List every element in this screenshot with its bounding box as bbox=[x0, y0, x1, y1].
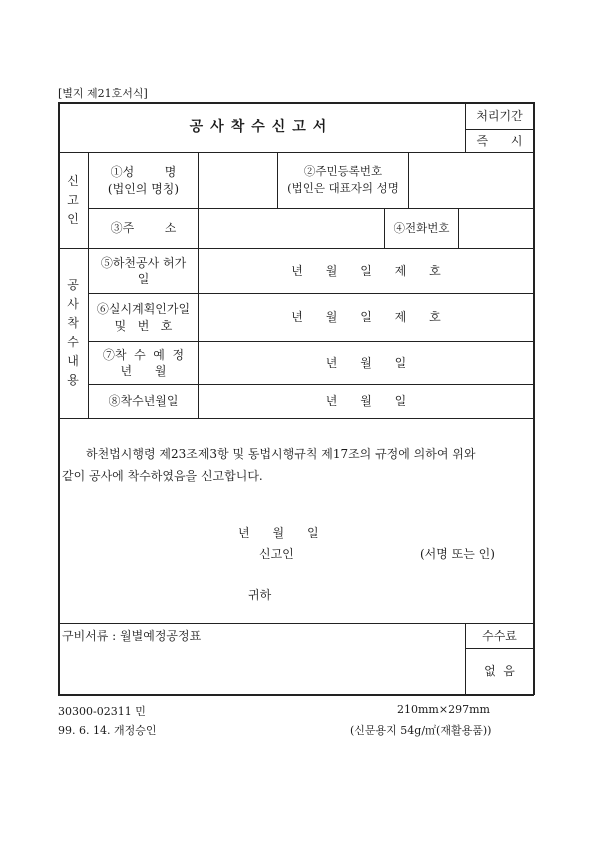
construction-content-group-label: 공 사 착 수 내 용 bbox=[67, 278, 79, 387]
address-field[interactable] bbox=[199, 209, 384, 248]
planned-start-value[interactable]: 년 월 일 bbox=[325, 355, 407, 370]
address-label: ③주 소 bbox=[110, 221, 177, 236]
processing-period-value: 즉 시 bbox=[476, 133, 523, 148]
resident-number-label: ②주민등록번호 (법인은 대표자의 성명 bbox=[287, 164, 399, 195]
phone-label: ④전화번호 bbox=[393, 220, 450, 235]
fee-value: 없 음 bbox=[484, 664, 515, 679]
start-date-label: ⑧착수년월일 bbox=[108, 394, 179, 409]
name-label: ①성 명 (법인의 명칭) bbox=[107, 165, 180, 196]
plan-approval-value[interactable]: 년 월 일 제 호 bbox=[291, 310, 441, 325]
paper-type: (신문용지 54g/㎡(재활용품)) bbox=[350, 724, 492, 737]
report-date[interactable]: 년 월 일 bbox=[238, 526, 319, 540]
plan-approval-label: ⑥실시계획인가일 및 번 호 bbox=[96, 302, 191, 333]
resident-number-field[interactable] bbox=[409, 153, 533, 208]
statement-text: 하천법시행령 제23조제3항 및 동법시행규칙 제17조의 규정에 의하여 위와 같이 공사에 착수하였음을 신고합니다. bbox=[62, 447, 476, 483]
processing-period-label: 처리기간 bbox=[476, 108, 523, 123]
form-number: 30300-02311 민 bbox=[58, 705, 146, 718]
approval-date: 99. 6. 14. 개정승인 bbox=[58, 724, 157, 737]
start-date-value[interactable]: 년 월 일 bbox=[325, 394, 407, 409]
applicant-group-label: 신 고 인 bbox=[67, 173, 79, 226]
signature-placeholder[interactable]: (서명 또는 인) bbox=[420, 547, 495, 561]
planned-start-label: ⑦착 수 예 정 년 월 bbox=[102, 347, 185, 378]
fee-label: 수수료 bbox=[482, 628, 517, 643]
name-field[interactable] bbox=[199, 153, 277, 208]
recipient-label: 귀하 bbox=[248, 588, 272, 602]
phone-field[interactable] bbox=[459, 209, 533, 248]
paper-size: 210mm×297mm bbox=[397, 703, 490, 716]
form-code: [별지 제21호서식] bbox=[58, 87, 148, 100]
permit-date-label: ⑤하천공사 허가 일 bbox=[100, 255, 187, 286]
form-title: 공사착수신고서 bbox=[189, 118, 334, 135]
permit-date-value[interactable]: 년 월 일 제 호 bbox=[291, 263, 441, 278]
reporter-label: 신고인 bbox=[259, 547, 294, 561]
required-documents: 구비서류 : 월별예정공정표 bbox=[62, 629, 202, 643]
